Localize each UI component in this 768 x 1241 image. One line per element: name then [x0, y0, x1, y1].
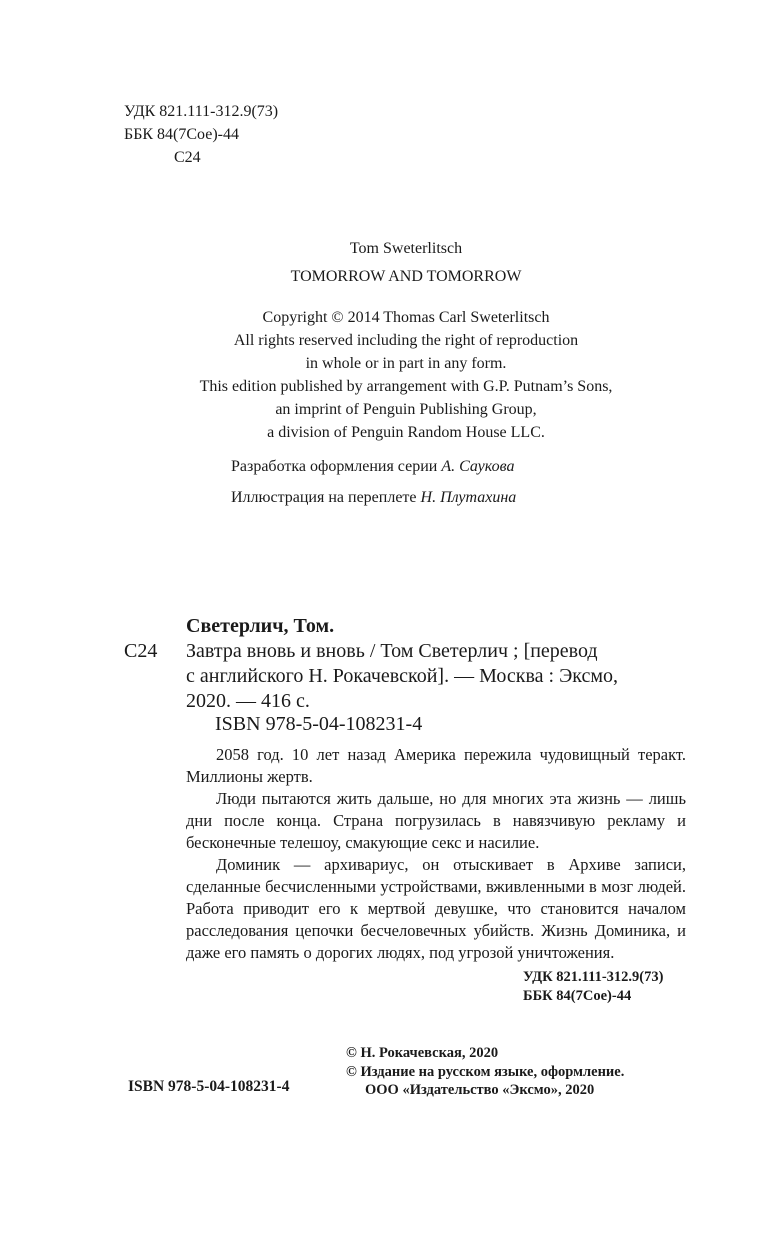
- copyright-translation: © Н. Рокачевская, 2020: [346, 1045, 499, 1061]
- catalog-isbn: ISBN 978-5-04-108231-4: [215, 713, 423, 735]
- catalog-codes: [523, 968, 663, 1006]
- author-mark: С24: [174, 149, 201, 166]
- catalog-description: [186, 639, 686, 714]
- copyright-line: in whole or in part in any form.: [305, 355, 507, 372]
- annotation: [186, 744, 686, 964]
- catalog-udk: УДК 821.111-312.9(73): [523, 969, 664, 985]
- series-design-label: Разработка оформления серии: [231, 458, 438, 475]
- annotation-paragraph: Доминик — архивариус, он отыскивает в Архиве записи, сделанные бесчисленными устройствами, вживленными в мозг людей. Работа приводит его к мертвой девушке, что становится началом расследования цепочки бесчеловечных убийств. Жизнь Доминика, и даже его память о дорогих людях, под угрозой уничтожения.: [186, 855, 686, 962]
- catalog-author-mark: С24: [124, 640, 158, 662]
- cover-illustration-label: Иллюстрация на переплете: [231, 489, 417, 506]
- annotation-paragraph: 2058 год. 10 лет назад Америка пережила чудовищный теракт. Миллионы жертв.: [186, 745, 686, 786]
- copyright-edition: © Издание на русском языке, оформление.: [346, 1063, 625, 1080]
- series-design-credit: [231, 455, 514, 478]
- description-line: Завтра вновь и вновь / Том Светерлич ; [перевод: [186, 640, 598, 662]
- footer-copyright: [346, 1044, 624, 1100]
- copyright-line: Copyright © 2014 Thomas Carl Sweterlitsch: [262, 309, 550, 326]
- copyright-line: a division of Penguin Random House LLC.: [267, 424, 545, 441]
- cover-illustration-credit: [231, 486, 516, 509]
- copyright-publisher: ООО «Издательство «Эксмо», 2020: [365, 1082, 595, 1098]
- copyright-block: [0, 306, 768, 444]
- footer-isbn: ISBN 978-5-04-108231-4: [128, 1078, 290, 1095]
- catalog-bbk: ББК 84(7Сое)-44: [523, 988, 632, 1004]
- copyright-line: This edition published by arrangement with G.P. Putnam’s Sons,: [199, 378, 613, 395]
- copyright-line: All rights reserved including the right of reproduction: [233, 332, 579, 349]
- series-design-name: А. Саукова: [441, 458, 515, 475]
- original-author: Tom Sweterlitsch: [349, 240, 463, 257]
- description-line: 2020. — 416 с.: [186, 690, 310, 712]
- udk-code: УДК 821.111-312.9(73): [124, 103, 279, 120]
- cover-illustration-name: Н. Плутахина: [420, 489, 517, 506]
- original-title: TOMORROW AND TOMORROW: [290, 268, 522, 285]
- copyright-line: an imprint of Penguin Publishing Group,: [275, 401, 537, 418]
- annotation-paragraph: Люди пытаются жить дальше, но для многих эта жизнь — лишь дни после конца. Страна погрузилась в навязчивую рекламу и бесконечные телешоу, смакующие секс и насилие.: [186, 789, 686, 852]
- catalog-author-heading: Светерлич, Том.: [186, 615, 335, 637]
- description-line: с английского Н. Рокачевской]. — Москва : Эксмо,: [186, 665, 619, 687]
- bbk-code: ББК 84(7Сое)-44: [124, 126, 239, 143]
